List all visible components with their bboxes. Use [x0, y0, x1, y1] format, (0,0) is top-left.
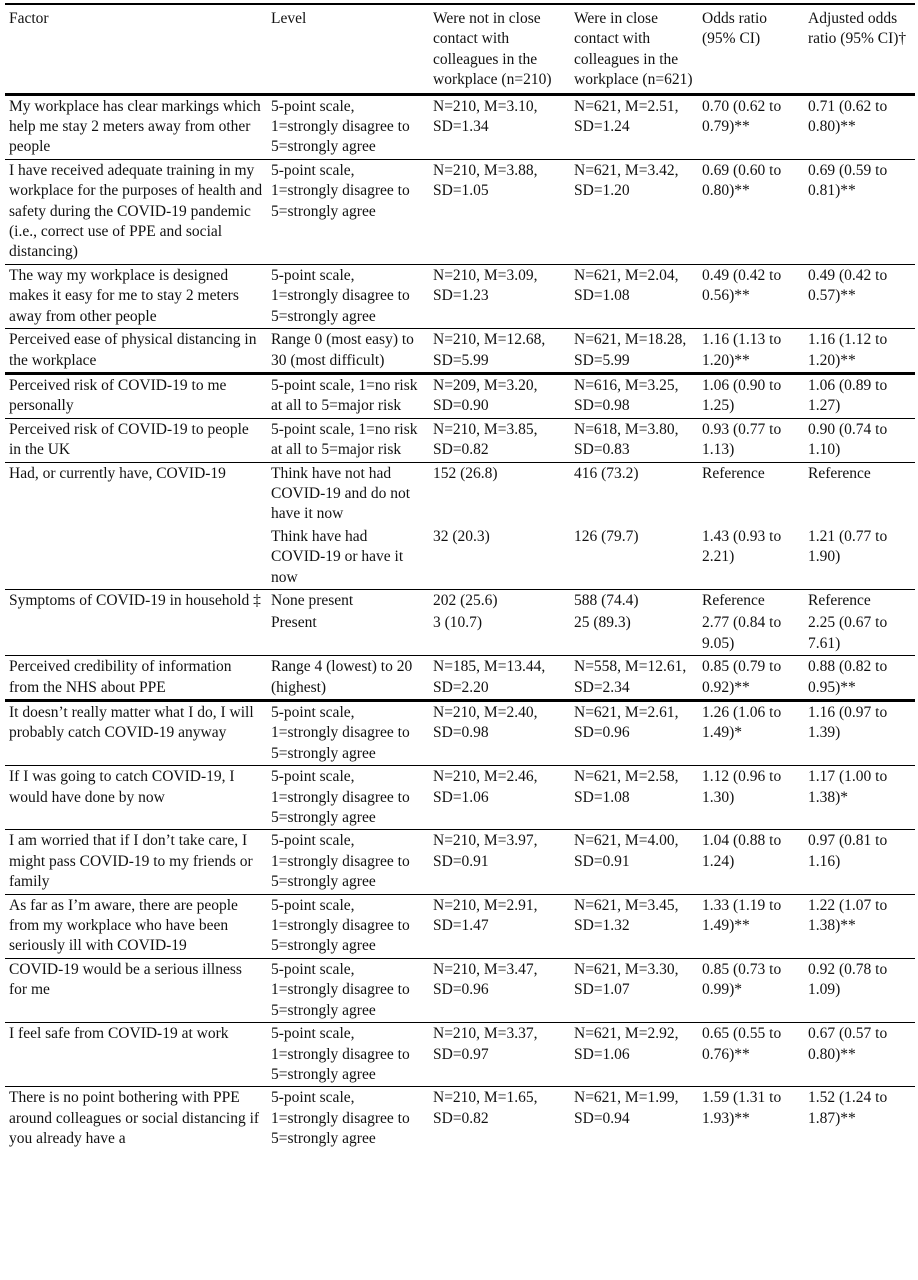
cell-odds-ratio: 1.06 (0.90 to 1.25) — [702, 376, 782, 415]
cell-close-contact: N=621, M=3.30, SD=1.07 — [574, 960, 679, 999]
cell-odds-ratio: Reference — [702, 464, 765, 482]
cell-close-contact: 588 (74.4) — [574, 591, 639, 609]
header-level: Level — [271, 10, 307, 27]
cell-close-contact: N=621, M=3.45, SD=1.32 — [574, 896, 679, 935]
cell-odds-ratio: 0.49 (0.42 to 0.56)** — [702, 266, 782, 305]
cell-adjusted-odds-ratio: 1.52 (1.24 to 1.87)** — [808, 1089, 888, 1127]
cell-adjusted-odds-ratio: 0.67 (0.57 to 0.80)** — [808, 1025, 888, 1063]
cell-odds-ratio: Reference — [702, 591, 765, 609]
cell-adjusted-odds-ratio: 1.21 (0.77 to 1.90) — [808, 527, 888, 566]
cell-factor: It doesn’t really matter what I do, I will probably catch COVID-19 anyway — [9, 704, 254, 742]
cell-close-contact: N=558, M=12.61, SD=2.34 — [574, 658, 687, 696]
cell-not-close-contact: N=210, M=2.91, SD=1.47 — [433, 896, 538, 935]
table-row — [5, 894, 915, 958]
table-row — [5, 1087, 915, 1151]
cell-level: 5-point scale, 1=strongly disagree to 5=strongly agree — [271, 832, 410, 891]
table-row — [5, 701, 915, 766]
cell-odds-ratio: 0.65 (0.55 to 0.76)** — [702, 1025, 782, 1063]
cell-not-close-contact: 3 (10.7) — [433, 614, 483, 632]
cell-factor: The way my workplace is designed makes it easy for me to stay 2 meters away from other people — [9, 266, 239, 325]
table-row — [5, 526, 915, 590]
cell-close-contact: N=621, M=1.99, SD=0.94 — [574, 1089, 679, 1127]
cell-odds-ratio: 0.85 (0.73 to 0.99)* — [702, 960, 782, 999]
table-row — [5, 418, 915, 462]
table-row — [5, 612, 915, 655]
table-row — [5, 656, 915, 701]
cell-close-contact: N=621, M=3.42, SD=1.20 — [574, 161, 679, 200]
cell-level: 5-point scale, 1=no risk at all to 5=major risk — [271, 420, 418, 459]
cell-factor: I have received adequate training in my workplace for the purposes of health and safety during the COVID-19 pandemic (i.e., correct use of PPE and social distancing) — [9, 161, 263, 261]
cell-odds-ratio: 1.26 (1.06 to 1.49)* — [702, 704, 782, 742]
cell-not-close-contact: N=210, M=3.10, SD=1.34 — [433, 97, 538, 136]
cell-level: 5-point scale, 1=strongly disagree to 5=strongly agree — [271, 1025, 410, 1083]
cell-odds-ratio: 2.77 (0.84 to 9.05) — [702, 614, 782, 652]
table-row — [5, 94, 915, 159]
cell-adjusted-odds-ratio: 1.06 (0.89 to 1.27) — [808, 376, 888, 415]
cell-level: 5-point scale, 1=strongly disagree to 5=strongly agree — [271, 266, 410, 325]
cell-close-contact: N=621, M=2.04, SD=1.08 — [574, 266, 679, 305]
table-row — [5, 329, 915, 374]
cell-adjusted-odds-ratio: 0.88 (0.82 to 0.95)** — [808, 658, 888, 696]
table-row — [5, 462, 915, 526]
cell-close-contact: N=618, M=3.80, SD=0.83 — [574, 420, 679, 459]
table-header-row — [5, 4, 915, 94]
cell-close-contact: N=621, M=2.51, SD=1.24 — [574, 97, 679, 136]
cell-odds-ratio: 0.70 (0.62 to 0.79)** — [702, 97, 782, 136]
cell-factor: Perceived credibility of information from the NHS about PPE — [9, 658, 232, 696]
cell-not-close-contact: N=210, M=3.09, SD=1.23 — [433, 266, 538, 305]
cell-factor: There is no point bothering with PPE around colleagues or social distancing if you already have a — [9, 1089, 260, 1148]
cell-close-contact: N=621, M=2.58, SD=1.08 — [574, 768, 679, 806]
cell-not-close-contact: N=210, M=2.46, SD=1.06 — [433, 768, 538, 806]
cell-factor: My workplace has clear markings which help me stay 2 meters away from other people — [9, 97, 261, 156]
table-row — [5, 830, 915, 894]
cell-close-contact: 126 (79.7) — [574, 527, 639, 545]
cell-adjusted-odds-ratio: 1.16 (1.12 to 1.20)** — [808, 331, 888, 369]
cell-not-close-contact: 202 (25.6) — [433, 591, 498, 609]
cell-not-close-contact: N=210, M=3.97, SD=0.91 — [433, 832, 538, 870]
table-row — [5, 264, 915, 328]
cell-level: 5-point scale, 1=strongly disagree to 5=strongly agree — [271, 960, 410, 1019]
cell-factor: Symptoms of COVID-19 in household ‡ — [9, 591, 261, 609]
cell-adjusted-odds-ratio: 0.97 (0.81 to 1.16) — [808, 832, 888, 870]
cell-adjusted-odds-ratio: 0.90 (0.74 to 1.10) — [808, 420, 888, 459]
header-close-contact: Were in close contact with colleagues in the workplace (n=621) — [574, 10, 693, 89]
cell-odds-ratio: 1.12 (0.96 to 1.30) — [702, 768, 782, 806]
table-row — [5, 766, 915, 830]
cell-factor — [5, 526, 267, 590]
results-table — [5, 3, 915, 1151]
cell-level: 5-point scale, 1=strongly disagree to 5=strongly agree — [271, 768, 410, 827]
header-odds-ratio: Odds ratio (95% CI) — [702, 10, 768, 48]
cell-factor: I am worried that if I don’t take care, I might pass COVID-19 to my friends or family — [9, 832, 253, 891]
cell-not-close-contact: N=210, M=1.65, SD=0.82 — [433, 1089, 538, 1127]
cell-level: 5-point scale, 1=strongly disagree to 5=strongly agree — [271, 1089, 410, 1148]
cell-not-close-contact: N=210, M=2.40, SD=0.98 — [433, 704, 538, 742]
cell-not-close-contact: N=209, M=3.20, SD=0.90 — [433, 376, 538, 415]
table-row — [5, 958, 915, 1022]
header-factor: Factor — [9, 10, 49, 27]
cell-adjusted-odds-ratio: 2.25 (0.67 to 7.61) — [808, 614, 888, 652]
cell-factor: COVID-19 would be a serious illness for me — [9, 960, 242, 999]
header-adjusted-odds-ratio: Adjusted odds ratio (95% CI)† — [808, 10, 907, 48]
cell-level: None present — [271, 591, 354, 609]
cell-level: 5-point scale, 1=strongly disagree to 5=strongly agree — [271, 896, 410, 955]
cell-not-close-contact: 152 (26.8) — [433, 464, 498, 482]
cell-odds-ratio: 1.43 (0.93 to 2.21) — [702, 527, 782, 566]
cell-not-close-contact: N=210, M=3.47, SD=0.96 — [433, 960, 538, 999]
cell-factor: As far as I’m aware, there are people from my workplace who have been seriously ill with COVID-19 — [9, 896, 238, 955]
cell-close-contact: N=621, M=4.00, SD=0.91 — [574, 832, 679, 870]
cell-adjusted-odds-ratio: 0.49 (0.42 to 0.57)** — [808, 266, 888, 305]
cell-close-contact: N=621, M=2.61, SD=0.96 — [574, 704, 679, 742]
cell-adjusted-odds-ratio: 1.16 (0.97 to 1.39) — [808, 704, 888, 742]
cell-not-close-contact: 32 (20.3) — [433, 527, 490, 545]
table-row — [5, 373, 915, 418]
cell-odds-ratio: 0.93 (0.77 to 1.13) — [702, 420, 782, 459]
cell-adjusted-odds-ratio: 0.69 (0.59 to 0.81)** — [808, 161, 888, 200]
cell-level: 5-point scale, 1=no risk at all to 5=major risk — [271, 376, 418, 415]
cell-odds-ratio: 1.59 (1.31 to 1.93)** — [702, 1089, 782, 1127]
cell-adjusted-odds-ratio: 0.71 (0.62 to 0.80)** — [808, 97, 888, 136]
cell-odds-ratio: 1.04 (0.88 to 1.24) — [702, 832, 782, 870]
cell-not-close-contact: N=185, M=13.44, SD=2.20 — [433, 658, 546, 696]
cell-close-contact: N=621, M=18.28, SD=5.99 — [574, 331, 687, 369]
table-row — [5, 159, 915, 264]
cell-factor: Perceived risk of COVID-19 to me personally — [9, 376, 227, 415]
cell-adjusted-odds-ratio: 1.17 (1.00 to 1.38)* — [808, 768, 888, 806]
cell-close-contact: 416 (73.2) — [574, 464, 639, 482]
cell-adjusted-odds-ratio: 1.22 (1.07 to 1.38)** — [808, 896, 888, 935]
cell-odds-ratio: 1.33 (1.19 to 1.49)** — [702, 896, 782, 935]
cell-odds-ratio: 0.85 (0.79 to 0.92)** — [702, 658, 782, 696]
cell-level: Range 0 (most easy) to 30 (most difficult) — [271, 331, 414, 369]
cell-close-contact: N=621, M=2.92, SD=1.06 — [574, 1025, 679, 1063]
cell-odds-ratio: 1.16 (1.13 to 1.20)** — [702, 331, 782, 369]
cell-not-close-contact: N=210, M=3.88, SD=1.05 — [433, 161, 538, 200]
cell-level: Think have not had COVID-19 and do not have it now — [271, 464, 411, 523]
cell-level: 5-point scale, 1=strongly disagree to 5=strongly agree — [271, 704, 410, 762]
cell-not-close-contact: N=210, M=12.68, SD=5.99 — [433, 331, 546, 369]
cell-factor: I feel safe from COVID-19 at work — [9, 1025, 229, 1043]
cell-level: Think have had COVID-19 or have it now — [271, 527, 404, 586]
cell-close-contact: 25 (89.3) — [574, 614, 631, 632]
cell-odds-ratio: 0.69 (0.60 to 0.80)** — [702, 161, 782, 200]
cell-factor: If I was going to catch COVID-19, I would have done by now — [9, 768, 235, 806]
table-row — [5, 589, 915, 612]
cell-level: Range 4 (lowest) to 20 (highest) — [271, 658, 413, 696]
header-not-close-contact: Were not in close contact with colleagues in the workplace (n=210) — [433, 10, 552, 89]
cell-factor: Perceived risk of COVID-19 to people in the UK — [9, 420, 249, 459]
cell-adjusted-odds-ratio: 0.92 (0.78 to 1.09) — [808, 960, 888, 999]
cell-level: Present — [271, 614, 317, 632]
cell-close-contact: N=616, M=3.25, SD=0.98 — [574, 376, 679, 415]
cell-level: 5-point scale, 1=strongly disagree to 5=strongly agree — [271, 161, 410, 220]
table-row — [5, 1023, 915, 1087]
cell-adjusted-odds-ratio: Reference — [808, 591, 871, 609]
cell-not-close-contact: N=210, M=3.85, SD=0.82 — [433, 420, 538, 459]
cell-not-close-contact: N=210, M=3.37, SD=0.97 — [433, 1025, 538, 1063]
cell-adjusted-odds-ratio: Reference — [808, 464, 871, 482]
cell-factor: Had, or currently have, COVID-19 — [9, 464, 226, 482]
cell-level: 5-point scale, 1=strongly disagree to 5=strongly agree — [271, 97, 410, 156]
cell-factor — [5, 612, 267, 655]
cell-factor: Perceived ease of physical distancing in the workplace — [9, 331, 257, 369]
